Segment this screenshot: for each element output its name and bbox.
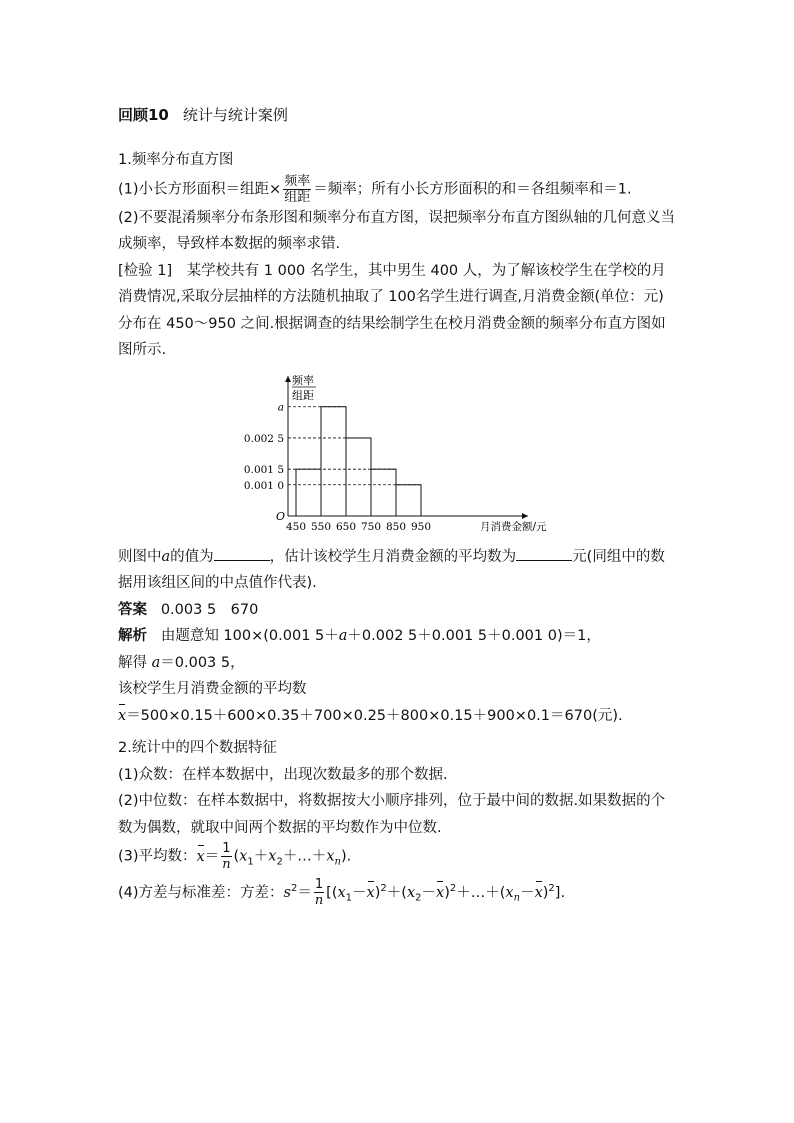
x-axis-label: 月消费金额/元 (480, 520, 547, 533)
x-tick-label: 650 (335, 520, 357, 533)
review-title: 统计与统计案例 (182, 106, 288, 124)
bar (346, 437, 371, 515)
answer-value: 0.003 5 670 (160, 601, 259, 618)
answer-label: 答案 (118, 601, 147, 618)
median-def: (2)中位数：在样本数据中，将数据按大小顺序排列，位于最中间的数据.如果数据的个数为偶数，就取中间两个数据的平均数作为中位数. (118, 793, 666, 836)
answer-line (118, 597, 678, 624)
answer-blank-2[interactable] (516, 546, 572, 561)
y-tick-label: a (277, 401, 284, 414)
solution-line-3: 该校学生月消费金额的平均数 (118, 681, 307, 697)
histogram-svg (238, 370, 558, 538)
x-tick-label: 750 (360, 520, 382, 533)
point-1: (1)小长方形面积＝组距× $\frac{\text{频率}}{\text{组距}}$ ＝频率；所有小长方形面积的和＝各组频率和＝1. (118, 173, 632, 205)
solution-label: 解析 (118, 628, 147, 644)
histogram-chart (238, 370, 558, 538)
bar (396, 484, 421, 515)
x-tick-label: 550 (310, 520, 332, 533)
y-tick-label: 0.001 0 (243, 479, 284, 492)
y-label-den: 组距 (292, 388, 314, 402)
x-tick-label: 850 (385, 520, 407, 533)
point-2: (2)不要混淆频率分布条形图和频率分布直方图，误把频率分布直方图纵轴的几何意义当成频率，导致样本数据的频率求错. (118, 209, 676, 252)
review-label: 回顾10 (118, 106, 169, 124)
y-label-num: 频率 (292, 373, 314, 387)
section2-title: 2.统计中的四个数据特征 (118, 740, 277, 756)
bar (296, 469, 321, 516)
bar (371, 469, 396, 516)
fraction: $\frac{\text{频率}}{\text{组距}}$ (284, 173, 311, 205)
bar (321, 406, 346, 515)
y-tick-label: 0.001 5 (243, 463, 284, 476)
x-tick-label: 950 (410, 520, 432, 533)
section-heading (118, 104, 678, 125)
answer-blank-1[interactable] (214, 546, 270, 561)
solution-line-4: x＝500×0.15＋600×0.35＋700×0.25＋800×0.15＋900×0.1＝670(元). (118, 703, 678, 730)
origin-label: O (276, 509, 286, 523)
page-content (118, 104, 678, 912)
check-problem: [检验 1] 某学校共有 1 000 名学生，其中男生 400 人，为了解该校学生在学校的月消费情况,采取分层抽样的方法随机抽取了 100名学生进行调查,月消费金额(单位：元)分布在 450～950 之间.根据调查的结果绘制学生在校月消费金额的频率分布直方图如图所示. (118, 262, 666, 358)
mean-def: (3)平均数：x＝ $\frac{1}{n}$ $(x_1+x_2+\dots+x_n)$. (118, 841, 352, 872)
solution-line-1: 解析 由题意知 100×(0.001 5＋a＋0.002 5＋0.001 5＋0.001 0)＝1， (118, 628, 601, 644)
y-tick-label: 0.002 5 (243, 432, 284, 445)
section1-title: 1.频率分布直方图 (118, 152, 234, 168)
x-tick-label: 450 (285, 520, 307, 533)
mode-def: (1)众数：在样本数据中，出现次数最多的那个数据. (118, 766, 448, 783)
question: 则图中a的值为 ，估计该校学生月消费金额的平均数为 元(同组中的数据用该组区间的中点值作代表). (118, 544, 678, 597)
variance-def: (4)方差与标准差：方差：$s^2=$ $\frac{1}{n}$ $[(x_1-x)^2+(x_2-x)^2+\dots+(x_n-x)^2]$. (118, 877, 566, 909)
solution-line-2: 解得 a＝0.003 5， (118, 654, 245, 671)
